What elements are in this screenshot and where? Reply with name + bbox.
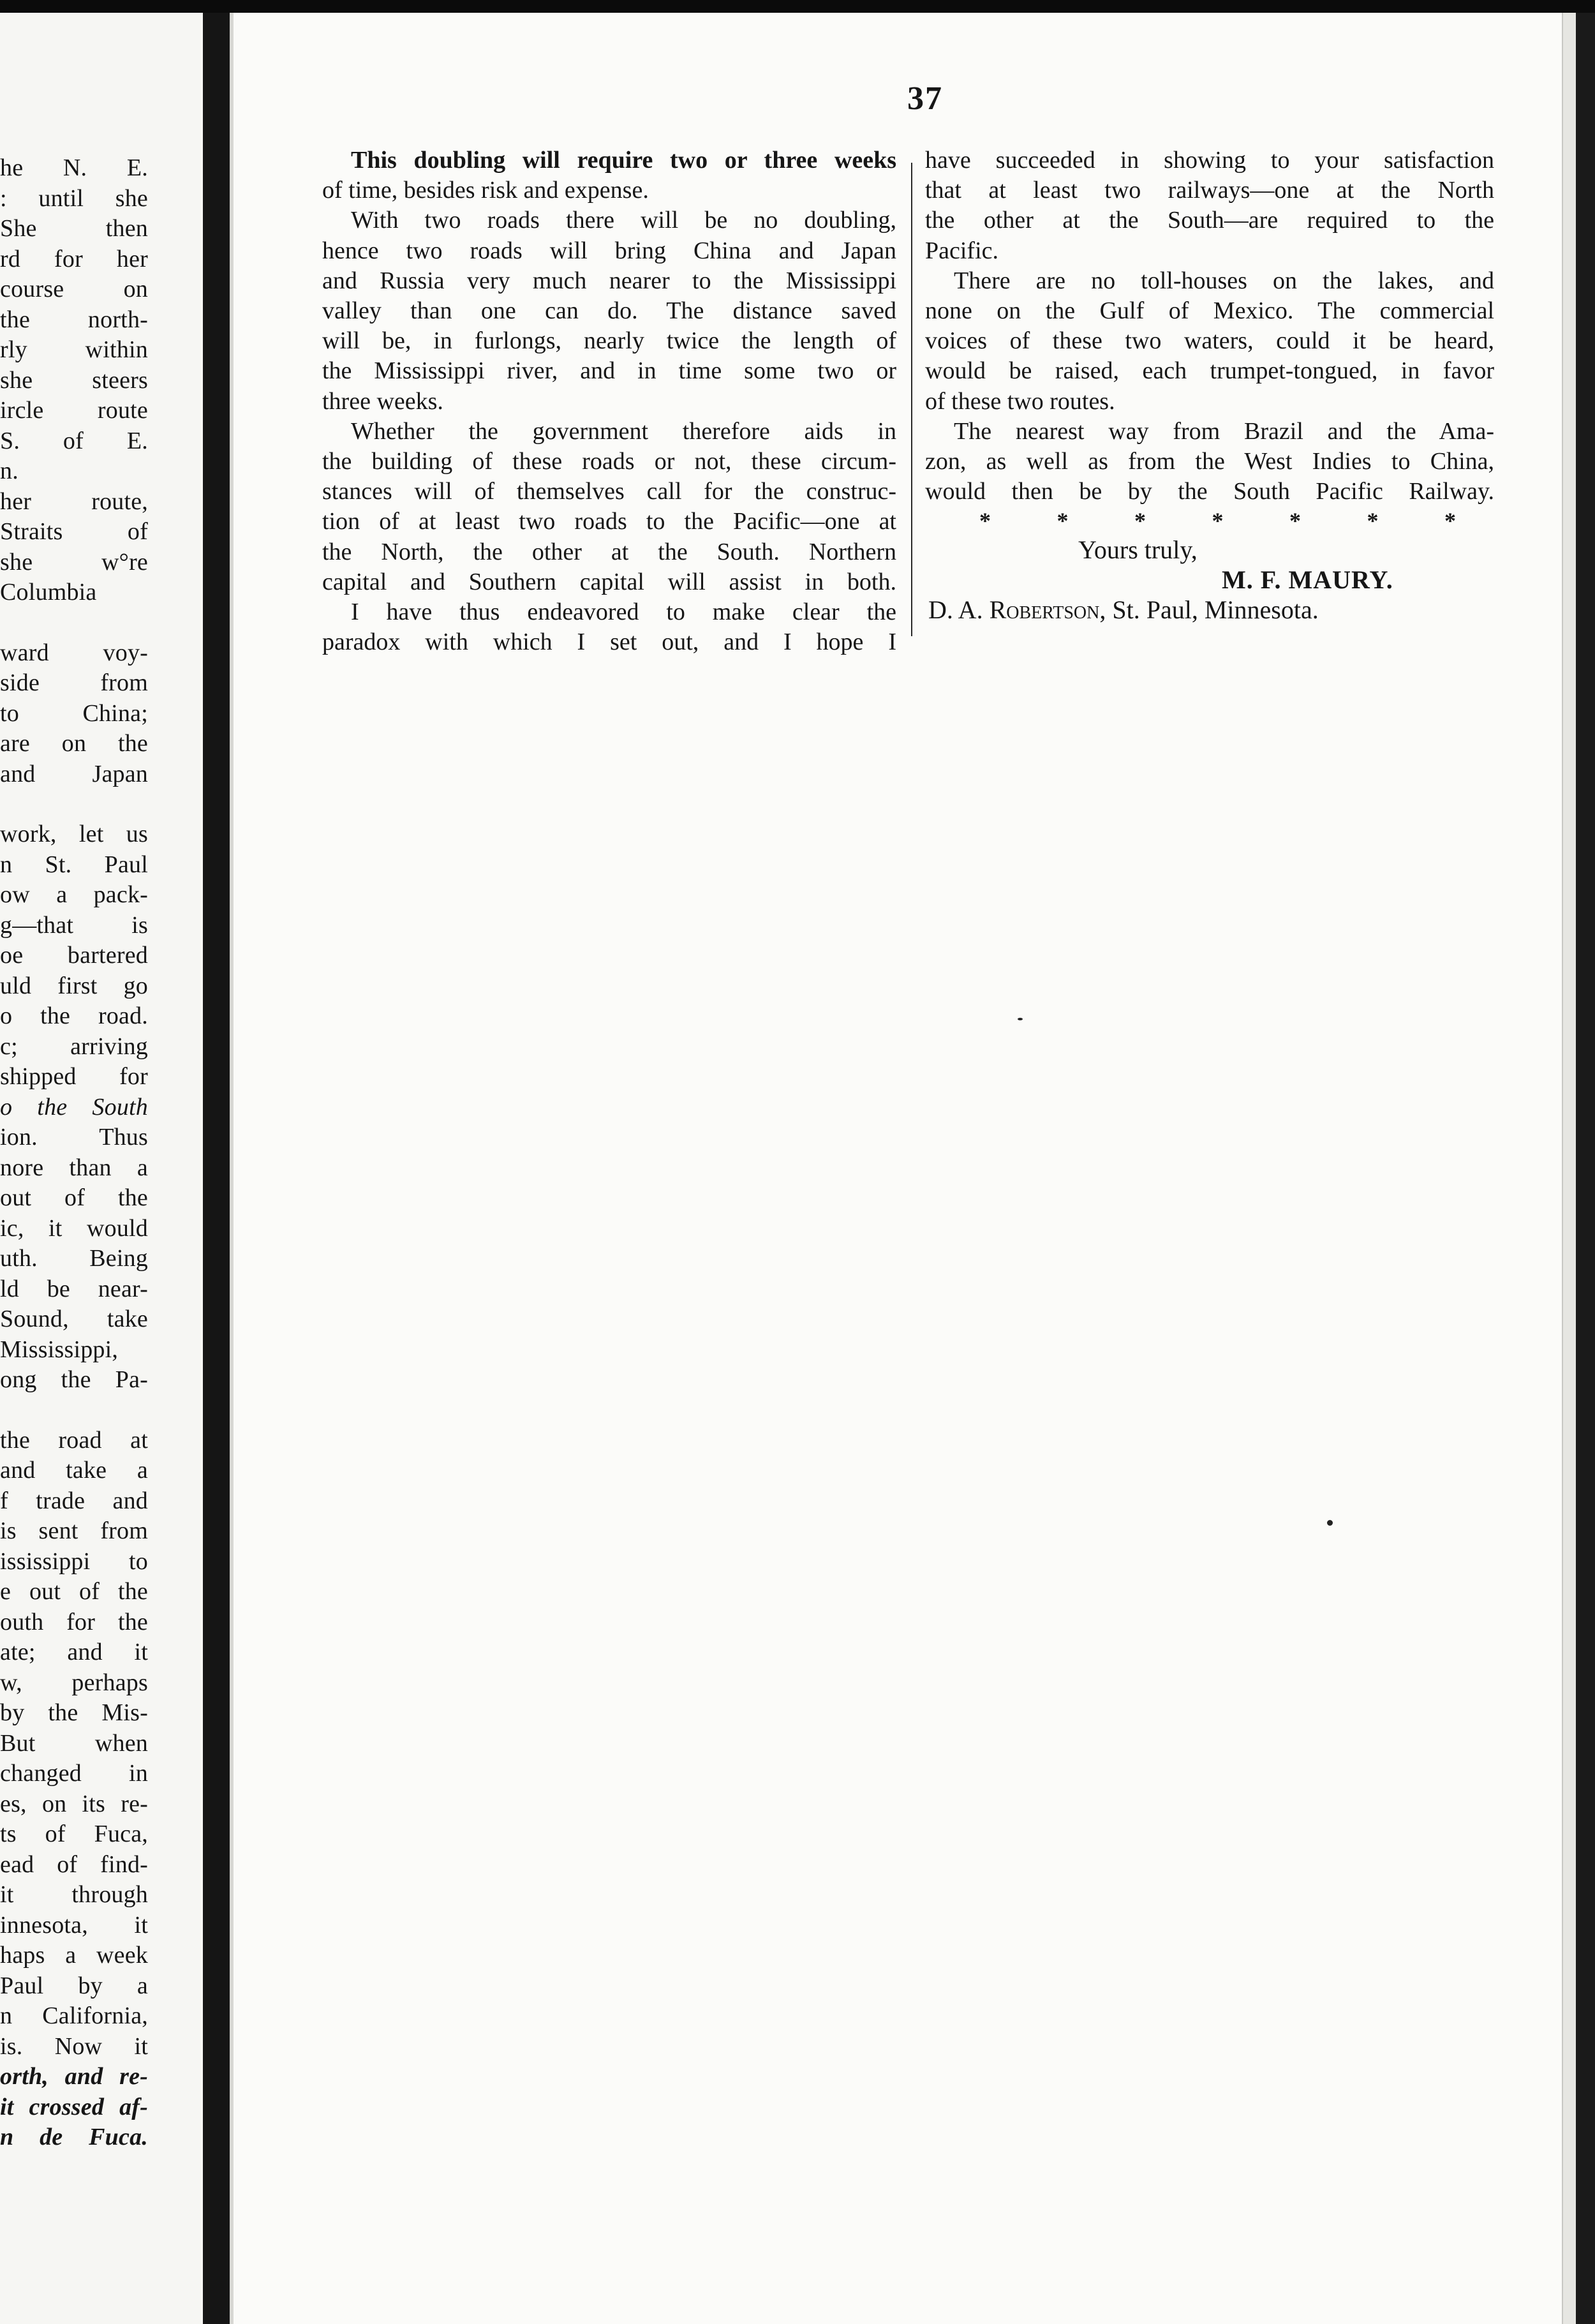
left-line: and Japan [0,760,148,787]
left-line: ic, it would [0,1214,148,1242]
star-mark: * [1367,508,1379,534]
left-line: uth. Being [0,1245,148,1272]
star-mark: * [979,508,991,534]
left-line: work, let us [0,821,148,847]
left-line: She then [0,215,148,242]
left-line: she w°re [0,548,148,576]
letter-closing: Yours truly, [1078,535,1198,565]
left-line: haps a week [0,1942,148,1969]
body-line: that at least two railways—one at the North [925,177,1494,204]
body-line: capital and Southern capital will assist in both. [322,568,896,595]
left-line: ircle route [0,397,148,424]
left-line: f trade and [0,1487,148,1514]
body-line: I have thus endeavored to make clear the [351,599,896,626]
inner-fold [230,13,234,2324]
left-line: Mississippi, [0,1336,119,1363]
left-line: ate; and it [0,1639,148,1665]
text-column-1 [322,145,896,657]
left-line: shipped for [0,1063,148,1090]
left-line: changed in [0,1760,148,1787]
letter-recipient [925,595,1494,625]
text-column-2 [925,145,1494,625]
body-line: Whether the government therefore aids in [351,417,896,445]
left-page-text [0,153,148,2153]
body-line: will be, in furlongs, nearly twice the length of [322,327,896,355]
paragraph-gap [0,1396,148,1426]
left-line: ward voy- [0,639,148,666]
left-line: uld first go [0,972,148,999]
left-line: out of the [0,1184,148,1211]
left-line: outh for the [0,1608,148,1635]
left-line: oe bartered [0,942,148,969]
left-line: Columbia [0,579,97,606]
left-line: o the road. [0,1002,148,1029]
left-line: rly within [0,336,148,363]
body-line: There are no toll-houses on the lakes, and [954,267,1494,294]
left-line: es, on its re- [0,1790,148,1817]
left-line: rd for her [0,245,148,272]
left-line: Straits of [0,518,148,545]
left-line: : until she [0,184,148,212]
left-line: e out of the [0,1578,148,1605]
left-line: orth, and re- [0,2063,148,2090]
body-line: of these two routes. [925,387,1115,415]
print-speck [1327,1520,1333,1526]
body-line: Pacific. [925,237,999,264]
left-line: are on the [0,730,148,757]
body-line: three weeks. [322,387,443,415]
body-line: the Mississippi river, and in time some two or [322,357,896,385]
left-line: o the South [0,1093,148,1121]
left-line: ead of find- [0,1851,148,1878]
left-line: course on [0,276,148,302]
recipient-name: D. A. Robertson, [928,595,1106,625]
left-line: n St. Paul [0,851,148,878]
body-line: With two roads there will be no doubling, [351,207,896,234]
right-edge [1576,13,1595,2324]
left-line: she steers [0,366,148,394]
left-line: is. Now it [0,2032,148,2060]
left-line: the road at [0,1426,148,1454]
outer-fold [1562,13,1576,2324]
left-line: the north- [0,306,148,333]
body-line: of time, besides risk and expense. [322,177,649,204]
left-line: n. [0,458,19,484]
letter-signature: M. F. MAURY. [1222,565,1393,595]
left-line: it through [0,1881,148,1908]
left-line: g—that is [0,911,148,939]
body-line: valley than one can do. The distance saved [322,297,896,325]
left-line: nore than a [0,1154,148,1181]
left-line: ow a pack- [0,881,148,908]
left-line: ts of Fuca, [0,1821,148,1847]
recipient-place: St. Paul, Minnesota. [1112,595,1319,625]
section-break-stars [925,507,1494,535]
body-line: would then be by the South Pacific Railway. [925,478,1494,505]
body-line: have succeeded in showing to your satisfaction [925,147,1494,174]
left-line: Paul by a [0,1972,148,1999]
left-line: But when [0,1729,148,1757]
left-line: n de Fuca. [0,2124,148,2150]
left-line: and take a [0,1457,148,1484]
body-line: would be raised, each trumpet-tongued, in favor [925,357,1494,385]
paragraph-gap [0,789,148,819]
body-line: stances will of themselves call for the construc- [322,478,896,505]
left-line: c; arriving [0,1032,148,1060]
body-line: the building of these roads or not, these circum- [322,448,896,475]
body-line: the North, the other at the South. Northern [322,538,896,565]
star-mark: * [1134,508,1146,534]
body-line: zon, as well as from the West Indies to China, [925,448,1494,475]
left-line: ld be near- [0,1275,148,1302]
left-line: side from [0,669,148,696]
print-speck [1018,1018,1023,1020]
left-line: her route, [0,488,148,515]
star-mark: * [1057,508,1069,534]
left-line: w, perhaps [0,1669,148,1696]
body-line: the other at the South—are required to the [925,207,1494,234]
left-line: S. of E. [0,427,148,454]
star-mark: * [1444,508,1456,534]
column-rule [911,163,912,636]
right-page [230,13,1576,2324]
book-gutter [203,13,230,2324]
left-line: innesota, it [0,1911,148,1939]
left-line: to China; [0,699,148,727]
left-line: it crossed af- [0,2093,148,2120]
body-line: This doubling will require two or three weeks [351,147,896,174]
paragraph-gap [0,608,148,638]
body-line: paradox with which I set out, and I hope I [322,629,896,656]
body-line: hence two roads will bring China and Japan [322,237,896,264]
body-line: and Russia very much nearer to the Mississippi [322,267,896,294]
page-number: 37 [907,80,943,117]
body-line: tion of at least two roads to the Pacific—one at [322,508,896,535]
left-line: ong the Pa- [0,1366,148,1393]
star-mark: * [1289,508,1301,534]
left-line: ion. Thus [0,1124,148,1151]
body-line: none on the Gulf of Mexico. The commercial [925,297,1494,325]
left-line: he N. E. [0,154,148,181]
left-line: ississippi to [0,1547,148,1575]
body-line: voices of these two waters, could it be heard, [925,327,1494,355]
left-line: is sent from [0,1517,148,1544]
left-page [0,13,203,2324]
left-line: Sound, take [0,1306,148,1332]
left-line: by the Mis- [0,1699,148,1726]
left-line: n California, [0,2002,148,2029]
star-mark: * [1212,508,1224,534]
body-line: The nearest way from Brazil and the Ama- [954,417,1494,445]
